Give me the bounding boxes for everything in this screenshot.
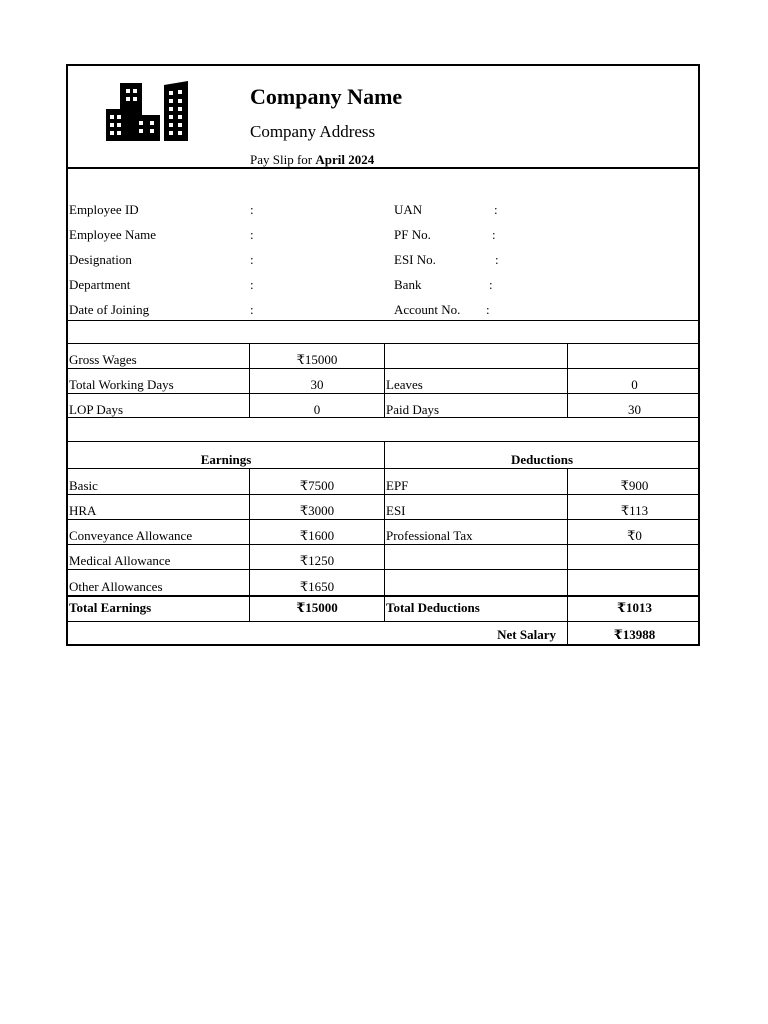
field-separator: :	[489, 277, 493, 292]
company-address: Company Address	[250, 122, 376, 141]
employee-field-label: ESI No.	[394, 252, 436, 267]
buildings-icon	[104, 81, 192, 143]
deduction-label: EPF	[386, 478, 409, 493]
earning-amount: ₹3000	[299, 503, 335, 518]
summary-label: Leaves	[386, 377, 423, 392]
net-salary-value: ₹13988	[613, 627, 656, 642]
divider	[68, 320, 698, 321]
field-separator: :	[250, 302, 254, 317]
total-deductions-label: Total Deductions	[386, 600, 480, 615]
field-separator: :	[250, 252, 254, 267]
earnings-header: Earnings	[200, 452, 252, 467]
employee-field-label: Date of Joining	[69, 302, 150, 317]
employee-field-label: Account No.	[394, 302, 461, 317]
summary-label: Gross Wages	[69, 352, 137, 367]
earning-amount: ₹1600	[299, 528, 335, 543]
summary-label: Paid Days	[386, 402, 440, 417]
employee-field-label: UAN	[394, 202, 423, 217]
divider	[68, 569, 698, 570]
column-divider	[384, 441, 385, 621]
summary-value: 30	[310, 377, 324, 392]
earning-label: Other Allowances	[69, 579, 163, 594]
column-divider	[567, 468, 568, 646]
earning-label: HRA	[69, 503, 97, 518]
earning-label: Basic	[69, 478, 98, 493]
payslip-sheet	[66, 64, 700, 646]
deduction-amount: ₹113	[620, 503, 649, 518]
payslip-period: April 2024	[315, 152, 375, 167]
column-divider	[384, 343, 385, 417]
field-separator: :	[486, 302, 490, 317]
divider	[68, 343, 698, 344]
summary-value: 30	[628, 402, 641, 417]
divider	[68, 519, 698, 520]
divider	[68, 393, 698, 394]
deduction-amount: ₹900	[620, 478, 649, 493]
earning-label: Conveyance Allowance	[69, 528, 193, 543]
summary-value: 0	[313, 402, 321, 417]
employee-field-label: Bank	[394, 277, 422, 292]
deduction-label: ESI	[386, 503, 406, 518]
total-earnings-label: Total Earnings	[69, 600, 152, 615]
divider	[68, 441, 698, 442]
divider	[68, 368, 698, 369]
earning-label: Medical Allowance	[69, 553, 171, 568]
employee-field-label: PF No.	[394, 227, 431, 242]
payslip-prefix: Pay Slip for	[250, 152, 316, 167]
deductions-header: Deductions	[510, 452, 574, 467]
summary-label: LOP Days	[69, 402, 124, 417]
total-earnings-value: ₹15000	[296, 600, 338, 615]
deduction-amount: ₹0	[627, 528, 642, 543]
field-separator: :	[250, 277, 254, 292]
summary-value: 0	[631, 377, 638, 392]
divider	[68, 494, 698, 495]
field-separator: :	[250, 202, 254, 217]
divider	[68, 595, 698, 597]
divider	[68, 621, 698, 622]
earning-amount: ₹7500	[299, 478, 335, 493]
employee-field-label: Department	[69, 277, 131, 292]
net-salary-label: Net Salary	[497, 627, 556, 642]
field-separator: :	[492, 227, 496, 242]
earning-amount: ₹1250	[299, 553, 335, 568]
field-separator: :	[495, 252, 499, 267]
earning-amount: ₹1650	[299, 579, 335, 594]
header-divider	[68, 167, 698, 169]
employee-field-label: Employee Name	[69, 227, 156, 242]
employee-field-label: Employee ID	[69, 202, 139, 217]
total-deductions-value: ₹1013	[616, 600, 653, 615]
summary-label: Total Working Days	[69, 377, 174, 392]
employee-field-label: Designation	[69, 252, 132, 267]
divider	[68, 544, 698, 545]
divider	[68, 468, 698, 469]
company-name: Company Name	[250, 84, 403, 109]
field-separator: :	[250, 227, 254, 242]
deduction-label: Professional Tax	[386, 528, 473, 543]
summary-value: ₹15000	[296, 352, 338, 367]
field-separator: :	[494, 202, 498, 217]
payslip-period-line	[250, 152, 374, 168]
